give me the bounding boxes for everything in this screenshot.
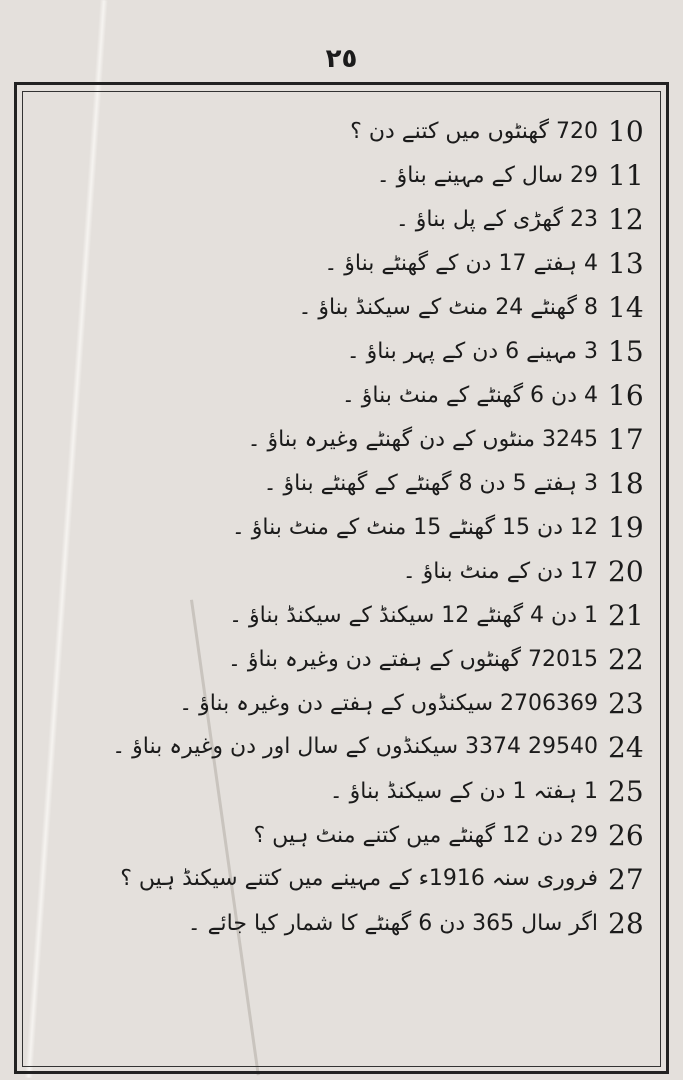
question-number: 20 — [608, 555, 644, 588]
question-list — [36, 110, 656, 946]
page-number: ٢٥ — [325, 44, 358, 74]
question-item — [36, 638, 656, 682]
question-number: 23 — [608, 687, 644, 720]
question-number: 25 — [608, 775, 644, 808]
question-item — [36, 682, 656, 726]
question-number: 19 — [608, 511, 644, 544]
question-text: فروری سنہ 1916ء کے مہینے میں کتنے سیکنڈ ہیں ؟ — [120, 866, 598, 891]
question-item — [36, 902, 656, 946]
question-text: 4 دن 6 گھنٹے کے منٹ بناؤ ۔ — [341, 383, 598, 408]
question-number: 28 — [608, 907, 644, 940]
question-text: اگر سال 365 دن 6 گھنٹے کا شمار کیا جائے ۔ — [187, 911, 598, 936]
question-item — [36, 594, 656, 638]
question-number: 15 — [608, 335, 644, 368]
question-item — [36, 726, 656, 770]
question-text: 29 دن 12 گھنٹے میں کتنے منٹ ہیں ؟ — [253, 823, 598, 848]
question-number: 24 — [608, 731, 644, 764]
question-text: 29540 3374 سیکنڈوں کے سال اور دن وغیرہ بناؤ ۔ — [112, 734, 598, 759]
question-number: 13 — [608, 247, 644, 280]
question-number: 10 — [608, 115, 644, 148]
question-item — [36, 242, 656, 286]
question-text: 3245 منٹوں کے دن گھنٹے وغیرہ بناؤ ۔ — [247, 427, 598, 452]
question-number: 14 — [608, 291, 644, 324]
question-item — [36, 550, 656, 594]
question-number: 21 — [608, 599, 644, 632]
question-text: 3 ہفتے 5 دن 8 گھنٹے کے گھنٹے بناؤ ۔ — [263, 471, 598, 496]
question-number: 26 — [608, 819, 644, 852]
question-item — [36, 506, 656, 550]
question-item — [36, 770, 656, 814]
question-item — [36, 154, 656, 198]
question-number: 22 — [608, 643, 644, 676]
question-text: 720 گھنٹوں میں کتنے دن ؟ — [350, 119, 598, 144]
question-item — [36, 198, 656, 242]
question-text: 1 دن 4 گھنٹے 12 سیکنڈ کے سیکنڈ بناؤ ۔ — [229, 603, 598, 628]
question-text: 23 گھڑی کے پل بناؤ ۔ — [395, 207, 598, 232]
question-item — [36, 462, 656, 506]
question-number: 27 — [608, 863, 644, 896]
question-number: 17 — [608, 423, 644, 456]
question-text: 3 مہینے 6 دن کے پہر بناؤ ۔ — [346, 339, 598, 364]
question-item — [36, 374, 656, 418]
question-text: 4 ہفتے 17 دن کے گھنٹے بناؤ ۔ — [324, 251, 598, 276]
question-text: 8 گھنٹے 24 منٹ کے سیکنڈ بناؤ ۔ — [298, 295, 598, 320]
question-number: 12 — [608, 203, 644, 236]
question-number: 11 — [608, 159, 644, 192]
question-number: 18 — [608, 467, 644, 500]
question-text: 12 دن 15 گھنٹے 15 منٹ کے منٹ بناؤ ۔ — [231, 515, 598, 540]
question-item — [36, 858, 656, 902]
question-item — [36, 418, 656, 462]
question-item — [36, 286, 656, 330]
question-text: 1 ہفتہ 1 دن کے سیکنڈ بناؤ ۔ — [329, 779, 598, 804]
question-item — [36, 330, 656, 374]
question-text: 17 دن کے منٹ بناؤ ۔ — [402, 559, 598, 584]
question-text: 2706369 سیکنڈوں کے ہفتے دن وغیرہ بناؤ ۔ — [179, 691, 598, 716]
question-text: 72015 گھنٹوں کے ہفتے دن وغیرہ بناؤ ۔ — [227, 647, 598, 672]
question-number: 16 — [608, 379, 644, 412]
question-item — [36, 814, 656, 858]
question-item — [36, 110, 656, 154]
question-text: 29 سال کے مہینے بناؤ ۔ — [376, 163, 598, 188]
